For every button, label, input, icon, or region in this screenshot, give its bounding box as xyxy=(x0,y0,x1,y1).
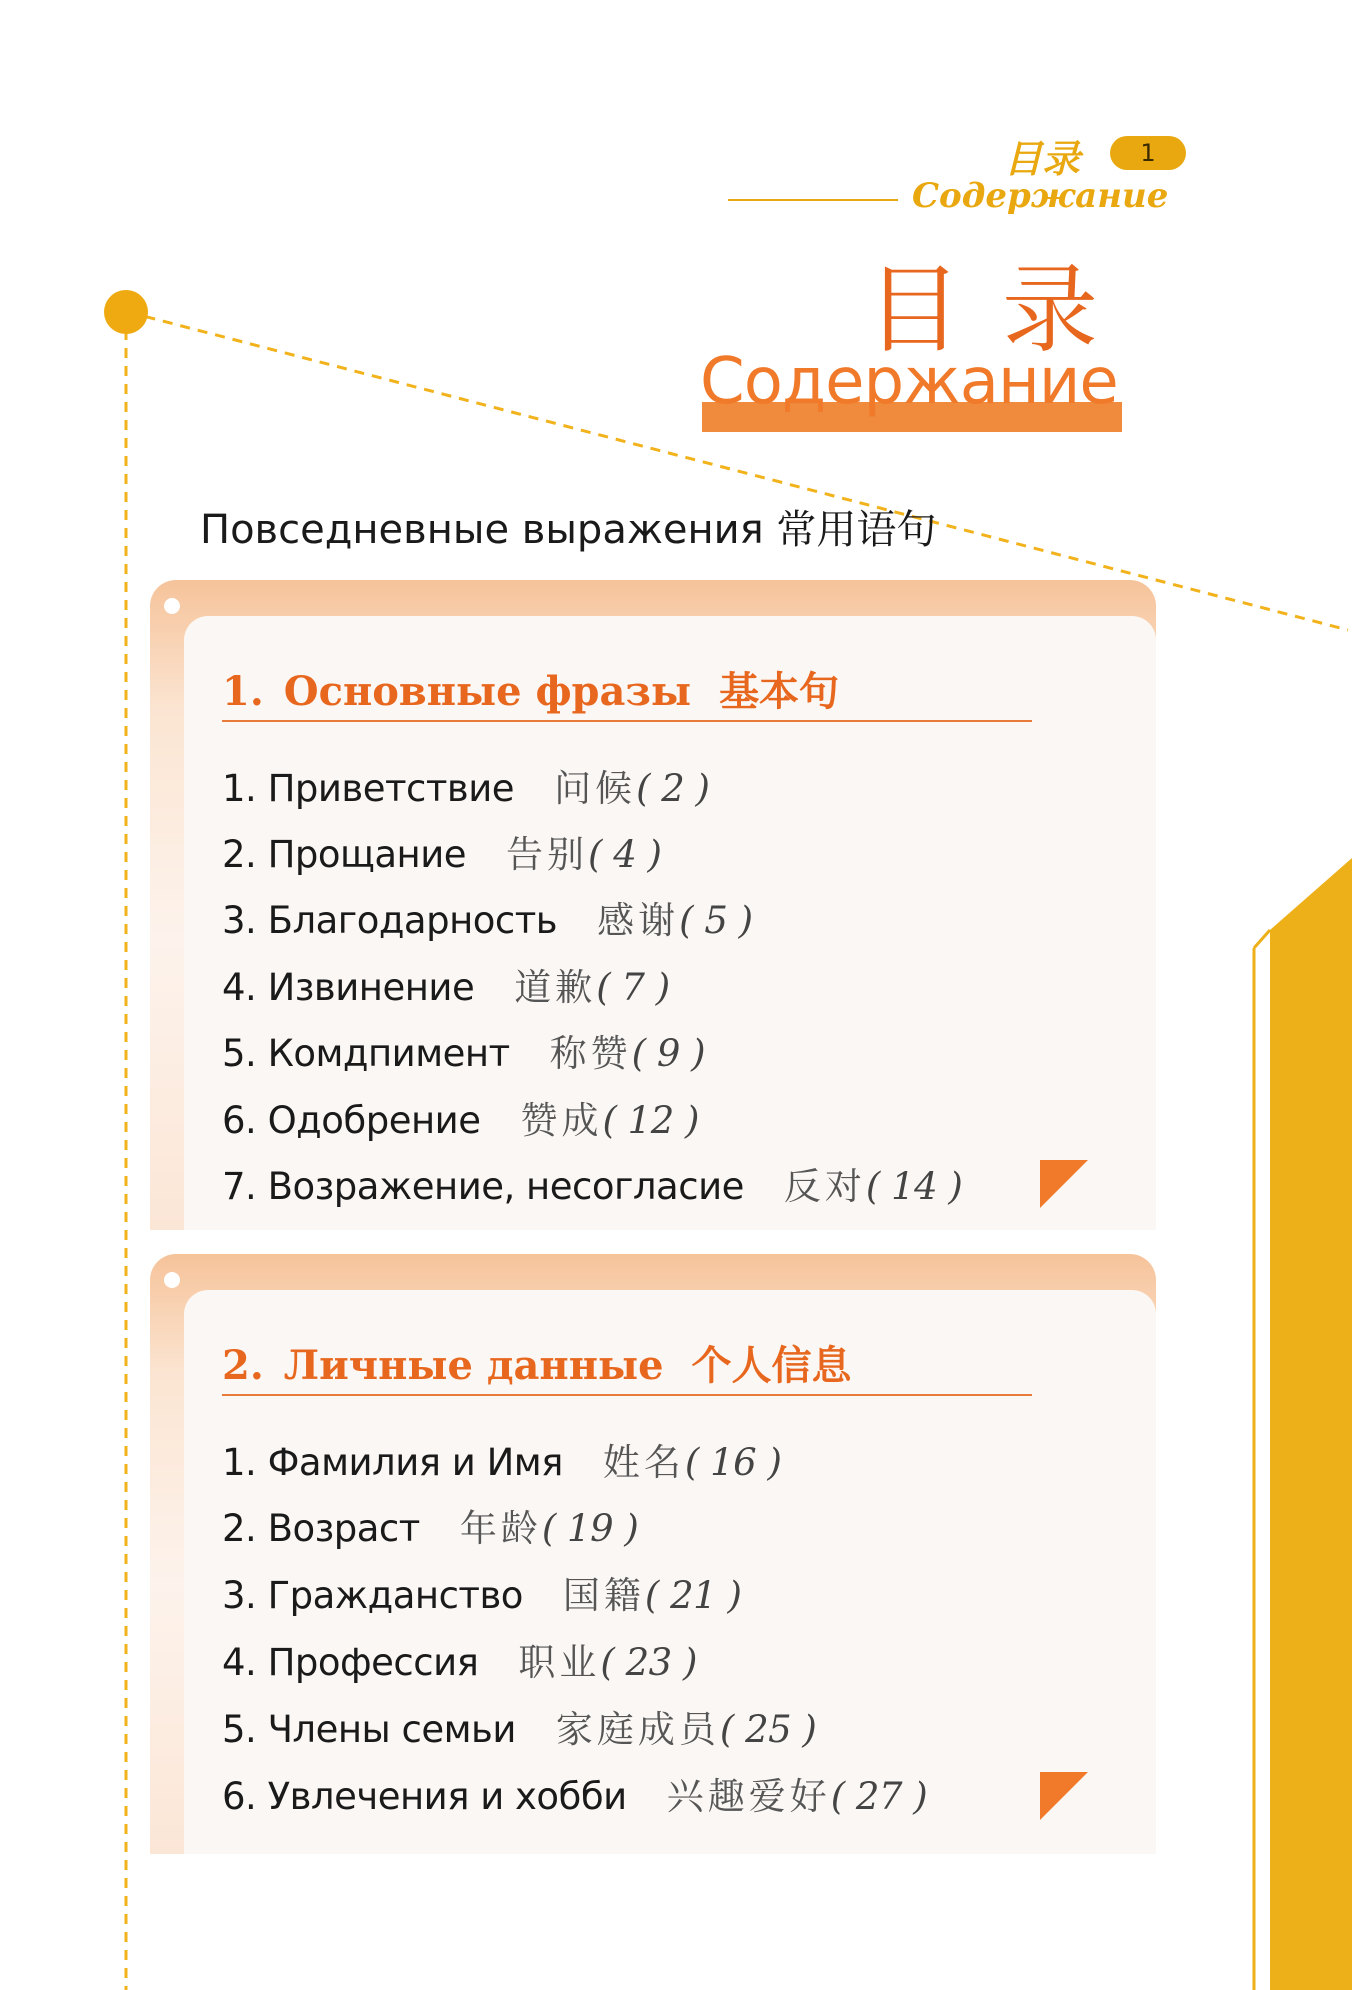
toc-entry[interactable] xyxy=(222,1023,705,1077)
corner-triangle-icon xyxy=(1040,1160,1088,1208)
entry-russian: 3. Гражданство xyxy=(222,1574,523,1617)
entry-russian: 2. Возраст xyxy=(222,1507,420,1550)
section-heading: Повседневные выражения 常用语句 xyxy=(200,507,937,553)
entry-chinese: 感谢 xyxy=(597,899,680,942)
contents-card-1 xyxy=(150,580,1156,1230)
entry-russian: 6. Увлечения и хобби xyxy=(222,1775,627,1818)
entry-russian: 6. Одобрение xyxy=(222,1099,481,1142)
corner-triangle-icon xyxy=(1040,1772,1088,1820)
entry-chinese: 国籍 xyxy=(562,1574,645,1617)
entry-page: ( 2 ) xyxy=(636,767,710,810)
entry-chinese: 告别 xyxy=(506,833,589,876)
toc-entry[interactable] xyxy=(222,1632,697,1686)
header-divider xyxy=(728,199,898,201)
toc-entry[interactable] xyxy=(222,1090,699,1144)
entry-chinese: 兴趣爱好 xyxy=(666,1775,831,1818)
entry-russian: 7. Возражение, несогласие xyxy=(222,1165,744,1208)
toc-entry[interactable] xyxy=(222,1699,816,1753)
card-dot xyxy=(164,598,180,614)
entry-chinese: 家庭成员 xyxy=(555,1708,720,1751)
card-title xyxy=(222,1334,852,1391)
entry-russian: 2. Прощание xyxy=(222,833,467,876)
entry-russian: 1. Приветствие xyxy=(222,767,515,810)
entry-page: ( 27 ) xyxy=(830,1775,928,1818)
header-chinese-title: 目录 xyxy=(1004,136,1081,181)
toc-entry[interactable] xyxy=(222,1766,927,1820)
card-number: 1. xyxy=(222,668,264,715)
entry-page: ( 4 ) xyxy=(588,833,662,876)
toc-entry[interactable] xyxy=(222,1432,781,1486)
contents-card-2 xyxy=(150,1254,1156,1854)
toc-entry[interactable] xyxy=(222,957,670,1011)
entry-chinese: 姓名 xyxy=(602,1441,685,1484)
page-title-russian: Содержание xyxy=(700,345,1118,419)
entry-page: ( 16 ) xyxy=(684,1441,782,1484)
toc-entry[interactable] xyxy=(222,1498,638,1552)
page-title-chinese: 目录 xyxy=(866,254,1138,366)
entry-chinese: 年龄 xyxy=(459,1507,542,1550)
toc-entry[interactable] xyxy=(222,1565,741,1619)
entry-chinese: 道歉 xyxy=(514,966,597,1009)
entry-russian: 5. Комдпимент xyxy=(222,1032,510,1075)
entry-russian: 1. Фамилия и Имя xyxy=(222,1441,563,1484)
toc-entry[interactable] xyxy=(222,824,661,878)
entry-chinese: 称赞 xyxy=(549,1032,632,1075)
entry-chinese: 赞成 xyxy=(520,1099,603,1142)
entry-page: ( 25 ) xyxy=(719,1708,817,1751)
entry-russian: 3. Благодарность xyxy=(222,899,558,942)
card-dot xyxy=(164,1272,180,1288)
card-number: 2. xyxy=(222,1342,264,1389)
entry-page: ( 23 ) xyxy=(600,1641,697,1684)
card-title-russian: Личные данные xyxy=(283,1342,664,1389)
card-rule xyxy=(222,720,1032,722)
card-title-russian: Основные фразы xyxy=(283,668,692,715)
entry-page: ( 5 ) xyxy=(679,899,753,942)
page-number-badge: 1 xyxy=(1110,136,1186,170)
entry-russian: 4. Извинение xyxy=(222,966,475,1009)
entry-page: ( 19 ) xyxy=(541,1507,639,1550)
entry-page: ( 9 ) xyxy=(631,1032,706,1075)
toc-entry[interactable] xyxy=(222,1156,962,1210)
card-title-chinese: 基本句 xyxy=(719,668,840,715)
toc-entry[interactable] xyxy=(222,758,710,812)
entry-russian: 4. Профессия xyxy=(222,1641,479,1684)
card-rule xyxy=(222,1394,1032,1396)
entry-chinese: 反对 xyxy=(783,1165,866,1208)
toc-entry[interactable] xyxy=(222,890,753,944)
entry-page: ( 7 ) xyxy=(596,966,670,1009)
card-title-chinese: 个人信息 xyxy=(691,1342,852,1389)
entry-chinese: 问候 xyxy=(554,767,637,810)
card-title xyxy=(222,660,839,717)
entry-page: ( 14 ) xyxy=(865,1165,963,1208)
entry-russian: 5. Члены семьи xyxy=(222,1708,516,1751)
entry-page: ( 21 ) xyxy=(644,1574,742,1617)
header-russian-title: Содержание xyxy=(912,176,1169,216)
entry-chinese: 职业 xyxy=(518,1641,601,1684)
entry-page: ( 12 ) xyxy=(602,1099,699,1142)
